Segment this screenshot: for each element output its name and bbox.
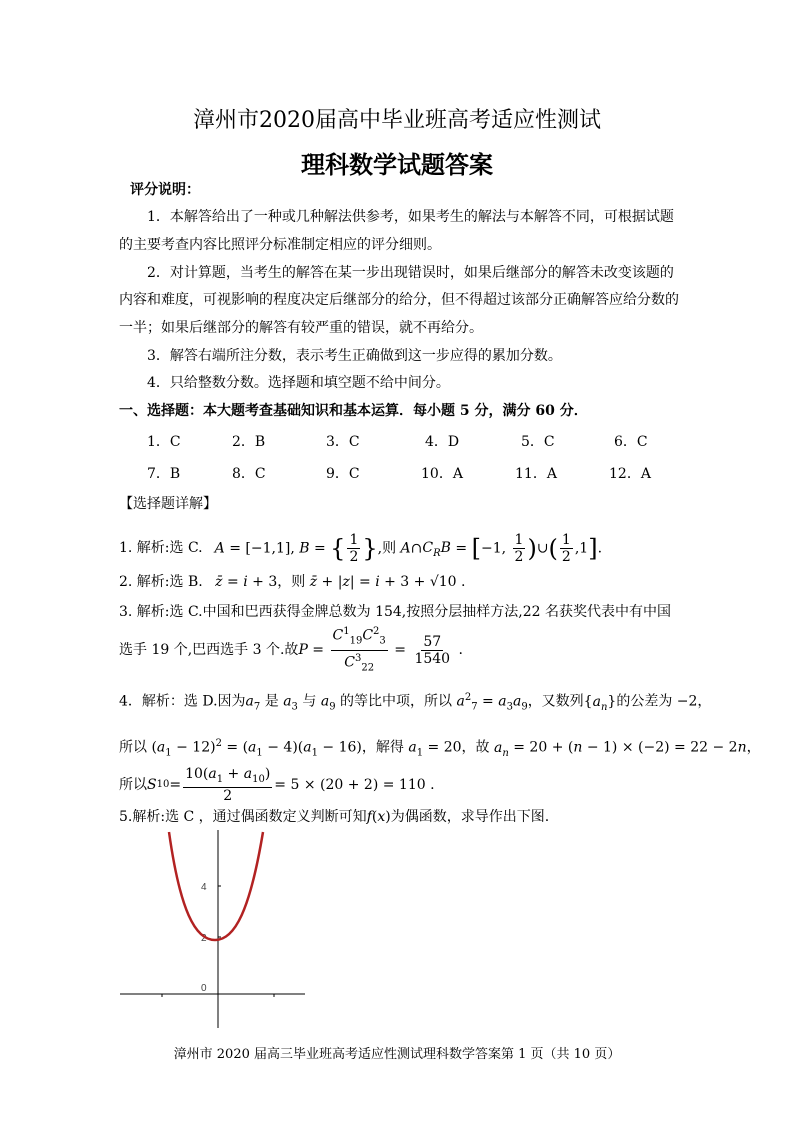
answer-2: 2．B bbox=[232, 434, 266, 450]
q2-formula: z̄ = i + 3，则 z̄ + |z| = i + 3 + √10 . bbox=[215, 574, 466, 590]
answer-1: 1．C bbox=[147, 434, 181, 450]
answer-10: 10．A bbox=[421, 466, 463, 482]
note-3: 3．解答右端所注分数，表示考生正确做到这一步应得的累加分数。 bbox=[147, 348, 562, 364]
answer-12: 12．A bbox=[609, 466, 651, 482]
answer-3: 3．C bbox=[326, 434, 360, 450]
details-heading: 【选择题详解】 bbox=[119, 496, 217, 512]
note-2-line-2: 内容和难度，可视影响的程度决定后继部分的给分，但不得超过该部分正确解答应给分数的 bbox=[119, 292, 679, 308]
q3-line-2 bbox=[119, 628, 463, 672]
notes-heading: 评分说明： bbox=[130, 182, 200, 198]
answer-6: 6．C bbox=[614, 434, 648, 450]
q5-text: 5.解析:选 C ，通过偶函数定义判断可知 bbox=[119, 809, 367, 825]
function-curve bbox=[169, 832, 263, 940]
answer-9: 9．C bbox=[326, 466, 360, 482]
answer-7: 7．B bbox=[147, 466, 181, 482]
q3-formula: P = $\frac{C^1_{19}C^2_3}{C^3_{22}}$ = $\frac{57}{1540}$ . bbox=[298, 626, 463, 673]
q3-text: 选手 19 个,巴西选手 3 个.故 bbox=[119, 642, 299, 658]
q4-line-3: 所以 S 10 = $\frac{10(a_1 + a_{10})}{2}$ = 5 × (20 + 2) = 110 . bbox=[119, 765, 435, 805]
y-tick-label-2: 2 bbox=[201, 933, 207, 944]
note-1-line-1: 1．本解答给出了一种或几种解法供参考，如果考生的解法与本解答不同，可根据试题 bbox=[147, 209, 674, 225]
function-graph bbox=[115, 830, 310, 1030]
y-tick-label-0: 0 bbox=[201, 983, 207, 994]
q1-solution bbox=[119, 528, 602, 568]
page-footer: 漳州市 2020 届高三毕业班高考适应性测试理科数学答案第 1 页（共 10 页） bbox=[173, 1047, 621, 1062]
q3-line-1: 3. 解析:选 C.中国和巴西获得金牌总数为 154,按照分层抽样方法,22 名获奖代表中有中国 bbox=[119, 604, 671, 620]
q4-line-2: 所以 $(a_1 - 12)^2 = (a_1 - 4)(a_1 - 16)$，解得 $a_1 = 20$，故 $a_n = 20 + (n - 1) \times (-2) = 22 - 2n$， bbox=[119, 738, 761, 759]
page-title: 漳州市2020届高中毕业班高考适应性测试 bbox=[193, 108, 601, 133]
q1-formula: A = [−1,1], B = { $\frac{1}{2}$ },则 $A\cap C_RB = [-1$, $\frac{1}{2}$ )∪( $\frac{1}{2}$ ,1]. bbox=[214, 531, 603, 565]
note-4: 4．只给整数分数。选择题和填空题不给中间分。 bbox=[147, 375, 450, 391]
answer-11: 11．A bbox=[515, 466, 557, 482]
page-subtitle: 理科数学试题答案 bbox=[301, 150, 493, 179]
q4-line-1: 4．解析：选 D.因为$a_7$ 是 $a_3$ 与 $a_9$ 的等比中项，所以 $a^2_7 = a_3a_9$，又数列$\{a_n\}$的公差为 −2， bbox=[119, 692, 712, 713]
note-2-line-1: 2．对计算题，当考生的解答在某一步出现错误时，如果后继部分的解答未改变该题的 bbox=[147, 265, 674, 281]
q1-prefix: 1. 解析:选 C. bbox=[119, 540, 203, 556]
answer-4: 4．D bbox=[425, 434, 460, 450]
note-1-line-2: 的主要考查内容比照评分标准制定相应的评分细则。 bbox=[119, 237, 441, 253]
answer-8: 8．C bbox=[232, 466, 266, 482]
q5-line: 5.解析:选 C ，通过偶函数定义判断可知f(x)为偶函数，求导作出下图. bbox=[119, 809, 550, 825]
section-1-heading: 一、选择题：本大题考查基础知识和基本运算．每小题 5 分，满分 60 分． bbox=[119, 403, 588, 419]
y-tick-label-4: 4 bbox=[201, 882, 207, 893]
q2-prefix: 2. 解析:选 B. bbox=[119, 574, 203, 590]
answer-5: 5．C bbox=[521, 434, 555, 450]
q2-solution bbox=[119, 575, 465, 589]
q4-prefix: 4．解析：选 D.因为 bbox=[119, 693, 246, 710]
note-2-line-3: 一半；如果后继部分的解答有较严重的错误，就不再给分。 bbox=[119, 320, 483, 336]
